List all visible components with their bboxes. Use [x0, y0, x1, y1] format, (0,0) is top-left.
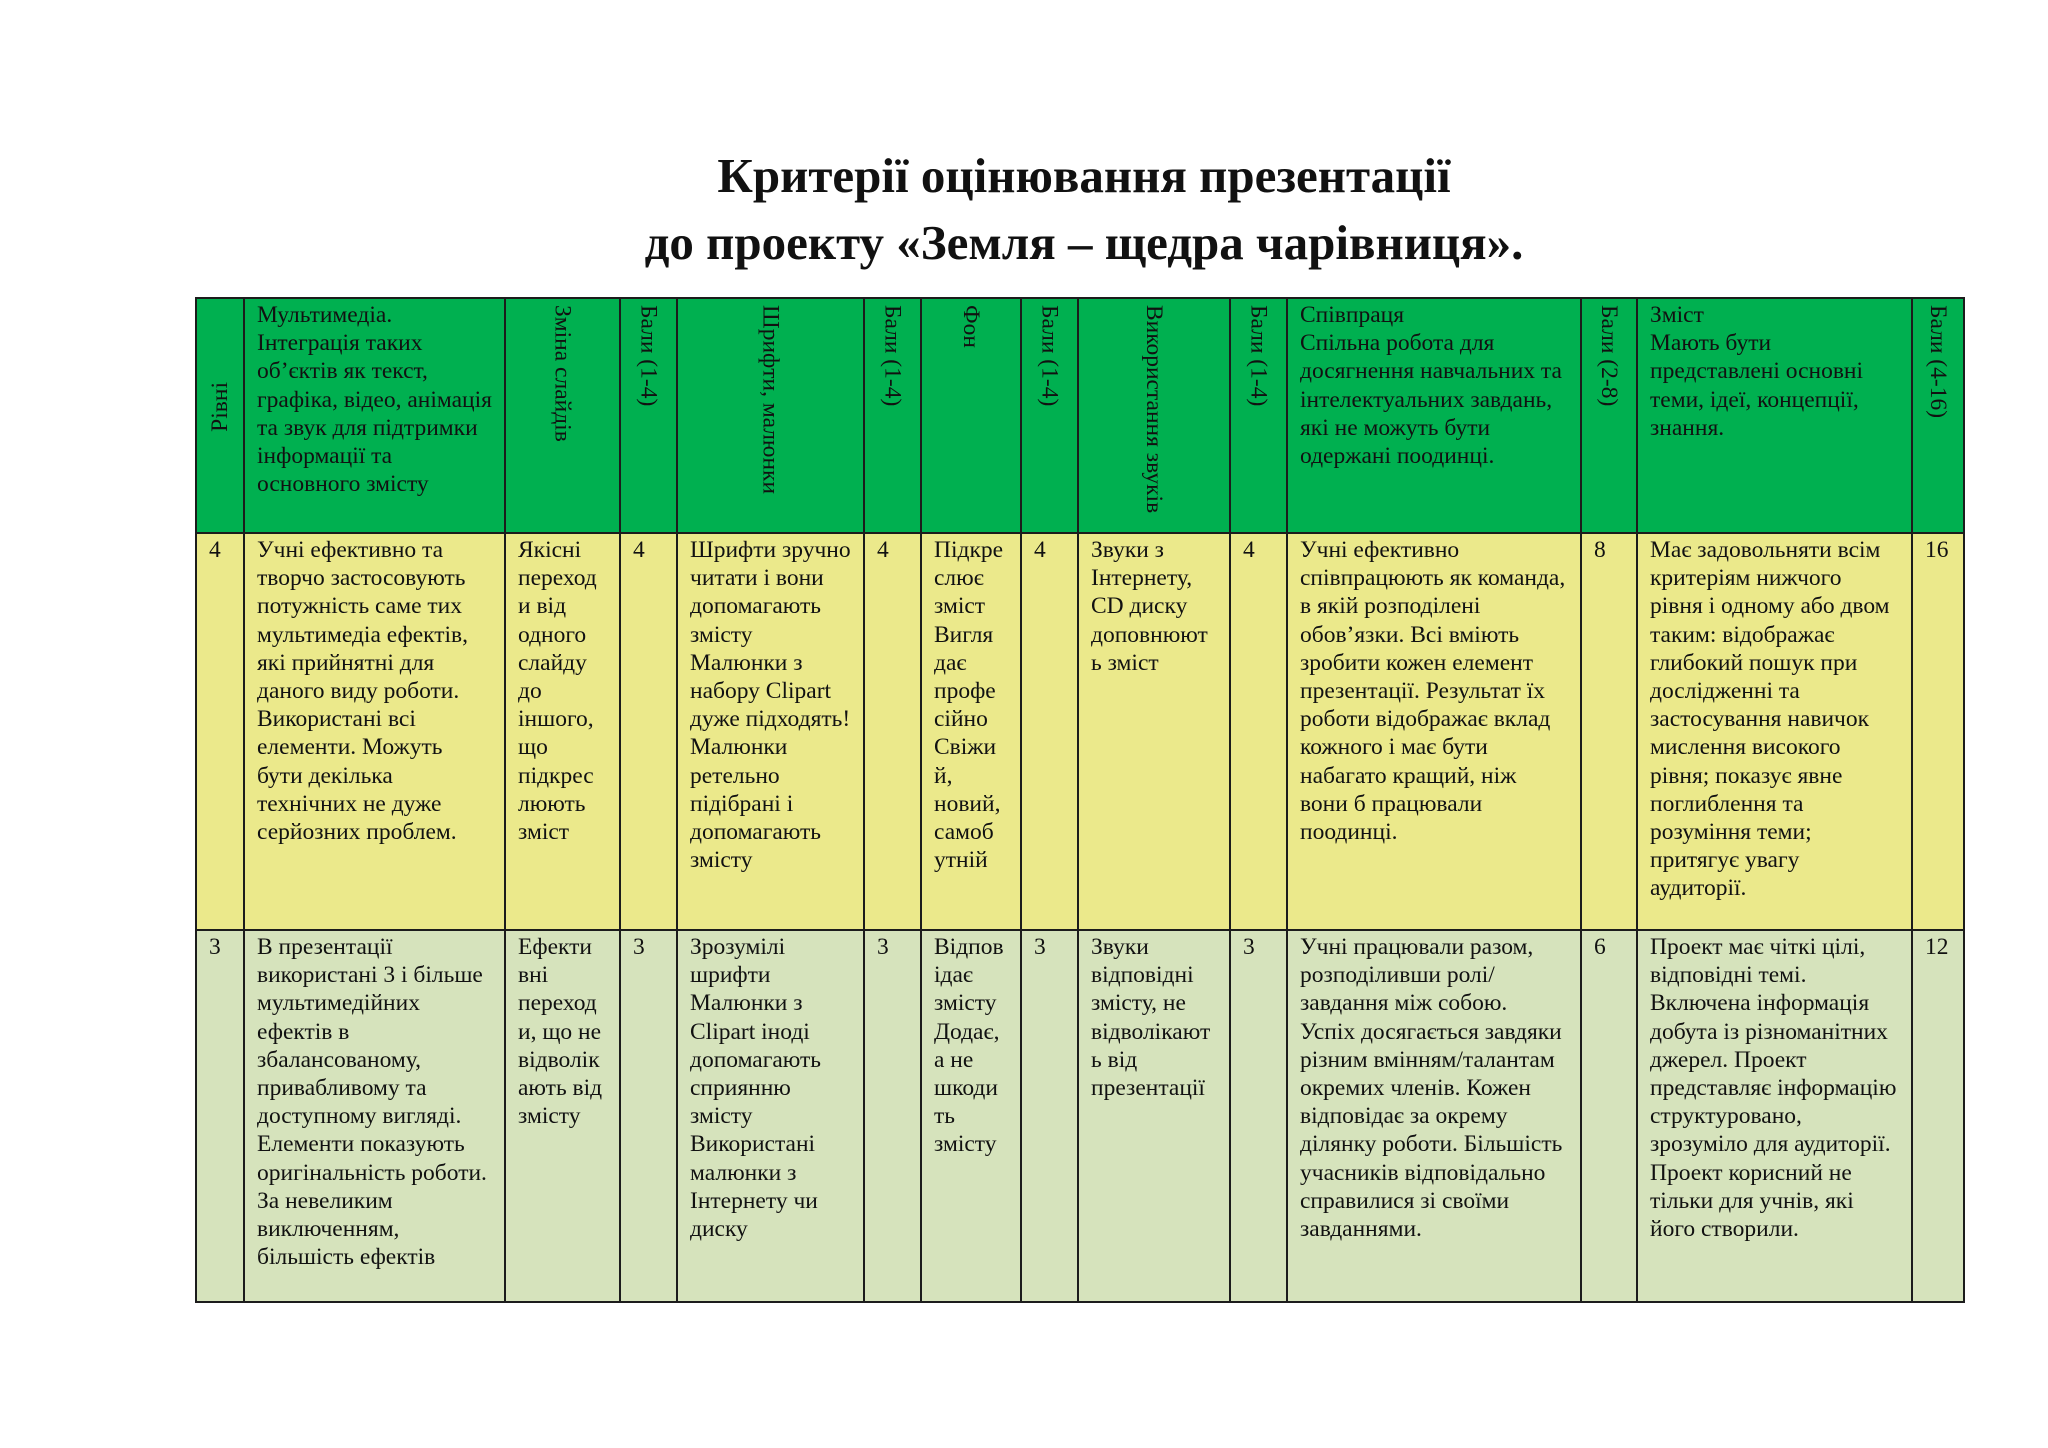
header-points-background — [1021, 298, 1078, 533]
cell-points-slides: 3 — [620, 930, 677, 1302]
header-levels-text: Рівні — [207, 382, 233, 432]
cell-points-sounds: 3 — [1230, 930, 1287, 1302]
header-multimedia: Мультимедіа. Інтеграція таких об’єктів як текст, графіка, відео, анімація та звук для підтримки інформації та основного змісту — [244, 298, 505, 533]
cell-content: Проект має чіткі цілі, відповідні темі. Включена інформація добута із різноманітних джерел. Проект представляє інформацію структуровано, зрозуміло для аудиторії. Проект корисний не тільки для учнів, які його створили. — [1637, 930, 1912, 1302]
cell-points-background: 3 — [1021, 930, 1078, 1302]
cell-level: 4 — [196, 533, 244, 930]
header-background — [921, 298, 1021, 533]
header-sounds-text: Використання звуків — [1141, 305, 1167, 514]
header-points-fonts — [864, 298, 921, 533]
header-points-slides-text: Бали (1-4) — [635, 305, 662, 407]
cell-fonts: Зрозумілі шрифти Малюнки з Clipart іноді допомагають сприянню змісту Використані малюнки з Інтернету чи диску — [677, 930, 864, 1302]
header-points-slides — [620, 298, 677, 533]
header-slides — [505, 298, 620, 533]
table-header-row — [196, 298, 1964, 533]
cell-points-cooperation: 8 — [1581, 533, 1637, 930]
header-points-sounds-text: Бали (1-4) — [1245, 305, 1272, 407]
header-points-cooperation — [1581, 298, 1637, 533]
header-points-cooperation-text: Бали (2-8) — [1596, 305, 1622, 407]
header-sounds — [1078, 298, 1230, 533]
title-line-2: до проекту «Земля – щедра чарівниця». — [644, 215, 1524, 270]
cell-content: Має задовольняти всім критеріям нижчого рівня і одному або двом таким: відображає глибокий пошук при дослідженні та застосування навичок мислення високого рівня; показує явне поглиблення та розуміння теми; притягує увагу аудиторії. — [1637, 533, 1912, 930]
cell-level: 3 — [196, 930, 244, 1302]
header-fonts — [677, 298, 864, 533]
cell-multimedia: Учні ефективно та творчо застосовують потужність саме тих мультимедіа ефектів, які прийнятні для даного виду роботи. Використані всі елементи. Можуть бути декілька технічних не дуже серйозних проблем. — [244, 533, 505, 930]
cell-points-fonts: 4 — [864, 533, 921, 930]
page-title — [0, 142, 2048, 276]
cell-points-fonts: 3 — [864, 930, 921, 1302]
header-cooperation: Співпраця Спільна робота для досягнення навчальних та інтелектуальних завдань, які не можуть бути одержані поодинці. — [1287, 298, 1581, 533]
header-content: Зміст Мають бути представлені основні теми, ідеї, концепції, знання. — [1637, 298, 1912, 533]
header-points-content — [1912, 298, 1964, 533]
header-points-fonts-text: Бали (1-4) — [879, 305, 906, 407]
cell-fonts: Шрифти зручно читати і вони допомагають змісту Малюнки з набору Clipart дуже підходять! Малюнки ретельно підібрані і допомагають змісту — [677, 533, 864, 930]
cell-points-content: 12 — [1912, 930, 1964, 1302]
cell-cooperation: Учні працювали разом, розподіливши ролі/завдання між собою. Успіх досягається завдяки різним вмінням/талантам окремих членів. Кожен відповідає за окрему ділянку роботи. Більшість учасників відповідально справилися зі своїми завданнями. — [1287, 930, 1581, 1302]
cell-cooperation: Учні ефективно співпрацюють як команда, в якій розподілені обов’язки. Всі вміють зробити кожен елемент презентації. Результат їх роботи відображає вклад кожного і має бути набагато кращий, ніж вони б працювали поодинці. — [1287, 533, 1581, 930]
criteria-table — [195, 297, 1965, 1303]
cell-slides: Якісні переход и від одного слайду до іншого, що підкрес люють зміст — [505, 533, 620, 930]
cell-slides: Ефекти вні переход и, що не відволік ають від змісту — [505, 930, 620, 1302]
cell-sounds: Звуки відповідні змісту, не відволікают ь від презентації — [1078, 930, 1230, 1302]
header-background-text: Фон — [958, 305, 984, 348]
cell-background: Відпов ідає змісту Додає, а не шкоди ть змісту — [921, 930, 1021, 1302]
cell-points-sounds: 4 — [1230, 533, 1287, 930]
cell-multimedia: В презентації використані 3 і більше мультимедійних ефектів в збалансованому, привабливому та доступному вигляді. Елементи показують оригінальність роботи. За невеликим виключенням, більшість ефектів — [244, 930, 505, 1302]
cell-sounds: Звуки з Інтернету, CD диску доповнюют ь зміст — [1078, 533, 1230, 930]
cell-points-background: 4 — [1021, 533, 1078, 930]
cell-points-slides: 4 — [620, 533, 677, 930]
title-line-1: Критерії оцінювання презентації — [717, 148, 1451, 203]
header-slides-text: Зміна слайдів — [549, 305, 576, 442]
header-fonts-text: Шрифти, малюнки — [757, 305, 784, 495]
cell-background: Підкре слює зміст Вигля дає профе сійно Свіжи й, новий, самоб утній — [921, 533, 1021, 930]
cell-points-cooperation: 6 — [1581, 930, 1637, 1302]
cell-points-content: 16 — [1912, 533, 1964, 930]
header-points-sounds — [1230, 298, 1287, 533]
header-levels — [196, 298, 244, 533]
table-row-level-3 — [196, 930, 1964, 1302]
table-row-level-4 — [196, 533, 1964, 930]
header-points-background-text: Бали (1-4) — [1036, 305, 1063, 407]
header-points-content-text: Бали (4-16) — [1925, 305, 1951, 419]
